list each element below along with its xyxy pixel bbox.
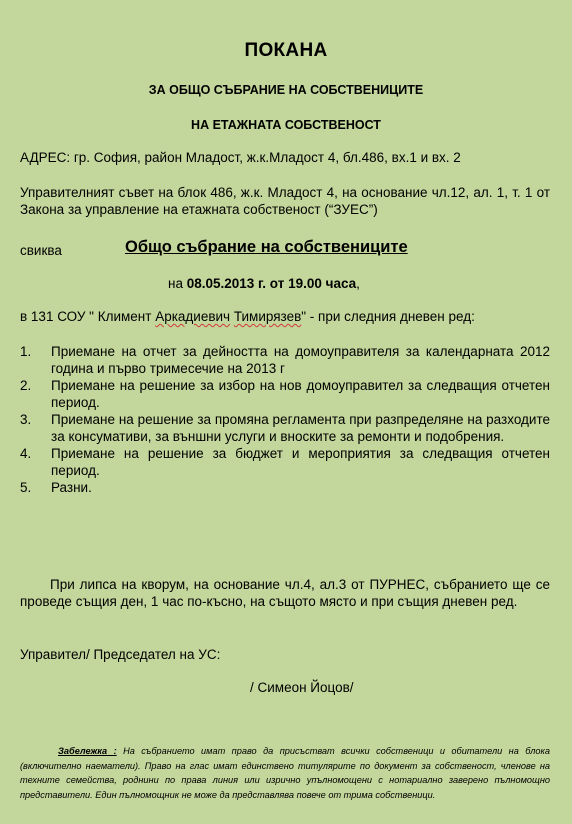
- agenda-item: [20, 479, 550, 496]
- venue-name-part-2: Тимирязев: [233, 309, 302, 324]
- convene-word: свиква: [20, 243, 62, 258]
- footnote-label: Забележка :: [58, 746, 117, 756]
- agenda-item-text: Приемане на решение за бюджет и мероприятия за следващия отчетен период.: [51, 446, 550, 478]
- agenda-item: [20, 445, 550, 479]
- venue-prefix: в 131 СОУ " Климент: [20, 309, 156, 324]
- document-subtitle-1: ЗА ОБЩО СЪБРАНИЕ НА СОБСТВЕНИЦИТЕ: [148, 83, 424, 97]
- agenda-item: [20, 343, 550, 377]
- document-title: ПОКАНА: [244, 40, 328, 61]
- convene-row: [20, 238, 550, 262]
- agenda-item-number: 3.: [20, 412, 32, 427]
- manager-label: Управител/ Председател на УС:: [20, 647, 221, 662]
- agenda-item: [20, 411, 550, 445]
- assembly-heading: Общо събрание на собствениците: [125, 238, 408, 256]
- agenda-list: [20, 343, 550, 496]
- meeting-date-line: [168, 276, 360, 291]
- date-prefix: на: [168, 276, 187, 291]
- date-suffix: ,: [356, 276, 360, 291]
- venue-suffix: " - при следния дневен ред:: [301, 309, 475, 324]
- venue-line: [20, 309, 475, 324]
- venue-name-part-1: Аркадиевич: [155, 309, 231, 324]
- footnote-text: На събранието имат право да присъстват всички собственици и обитатели на блока (включително наематели). Право на глас имат единствено титулярите по документ за собственост, членове на техните семейства, роднини по права линия или изрично упълномощени с нотариално заверено пълномощно представители. Един пълномощник не може да представлява повече от трима собственици.: [20, 746, 550, 800]
- agenda-item-number: 5.: [20, 480, 32, 495]
- agenda-item-text: Разни.: [51, 480, 92, 495]
- agenda-item-text: Приемане на решение за избор на нов домоуправител за следващия отчетен период.: [51, 378, 550, 410]
- agenda-item-text: Приемане на решение за промяна регламента при разпределяне на разходите за консумативи, за външни услуги и вноските за ремонти и подобрения.: [51, 412, 550, 444]
- footnote: [20, 744, 550, 802]
- agenda-item-number: 1.: [20, 344, 32, 359]
- quorum-paragraph: При липса на кворум, на основание чл.4, ал.3 от ПУРНЕС, събранието ще се проведе същия ден, 1 час по-късно, на същото място и при същия дневен ред.: [20, 577, 550, 609]
- agenda-item-text: Приемане на отчет за дейността на домоуправителя за календарната 2012 година и първо тримесечие на 2013 г: [51, 344, 550, 376]
- agenda-item: [20, 377, 550, 411]
- document-subtitle-2: НА ЕТАЖНАТА СОБСТВЕНОСТ: [191, 118, 381, 132]
- agenda-item-number: 2.: [20, 378, 32, 393]
- council-paragraph: Управителният съвет на блок 486, ж.к. Младост 4, на основание чл.12, ал. 1, т. 1 от Закона за управление на етажната собственост (“ЗУЕС”): [20, 185, 550, 217]
- meeting-datetime: 08.05.2013 г. от 19.00 часа: [186, 276, 357, 291]
- signature-name: / Симеон Йоцов/: [250, 680, 354, 695]
- agenda-item-number: 4.: [20, 446, 32, 461]
- address-line: АДРЕС: гр. София, район Младост, ж.к.Младост 4, бл.486, вх.1 и вх. 2: [20, 150, 461, 165]
